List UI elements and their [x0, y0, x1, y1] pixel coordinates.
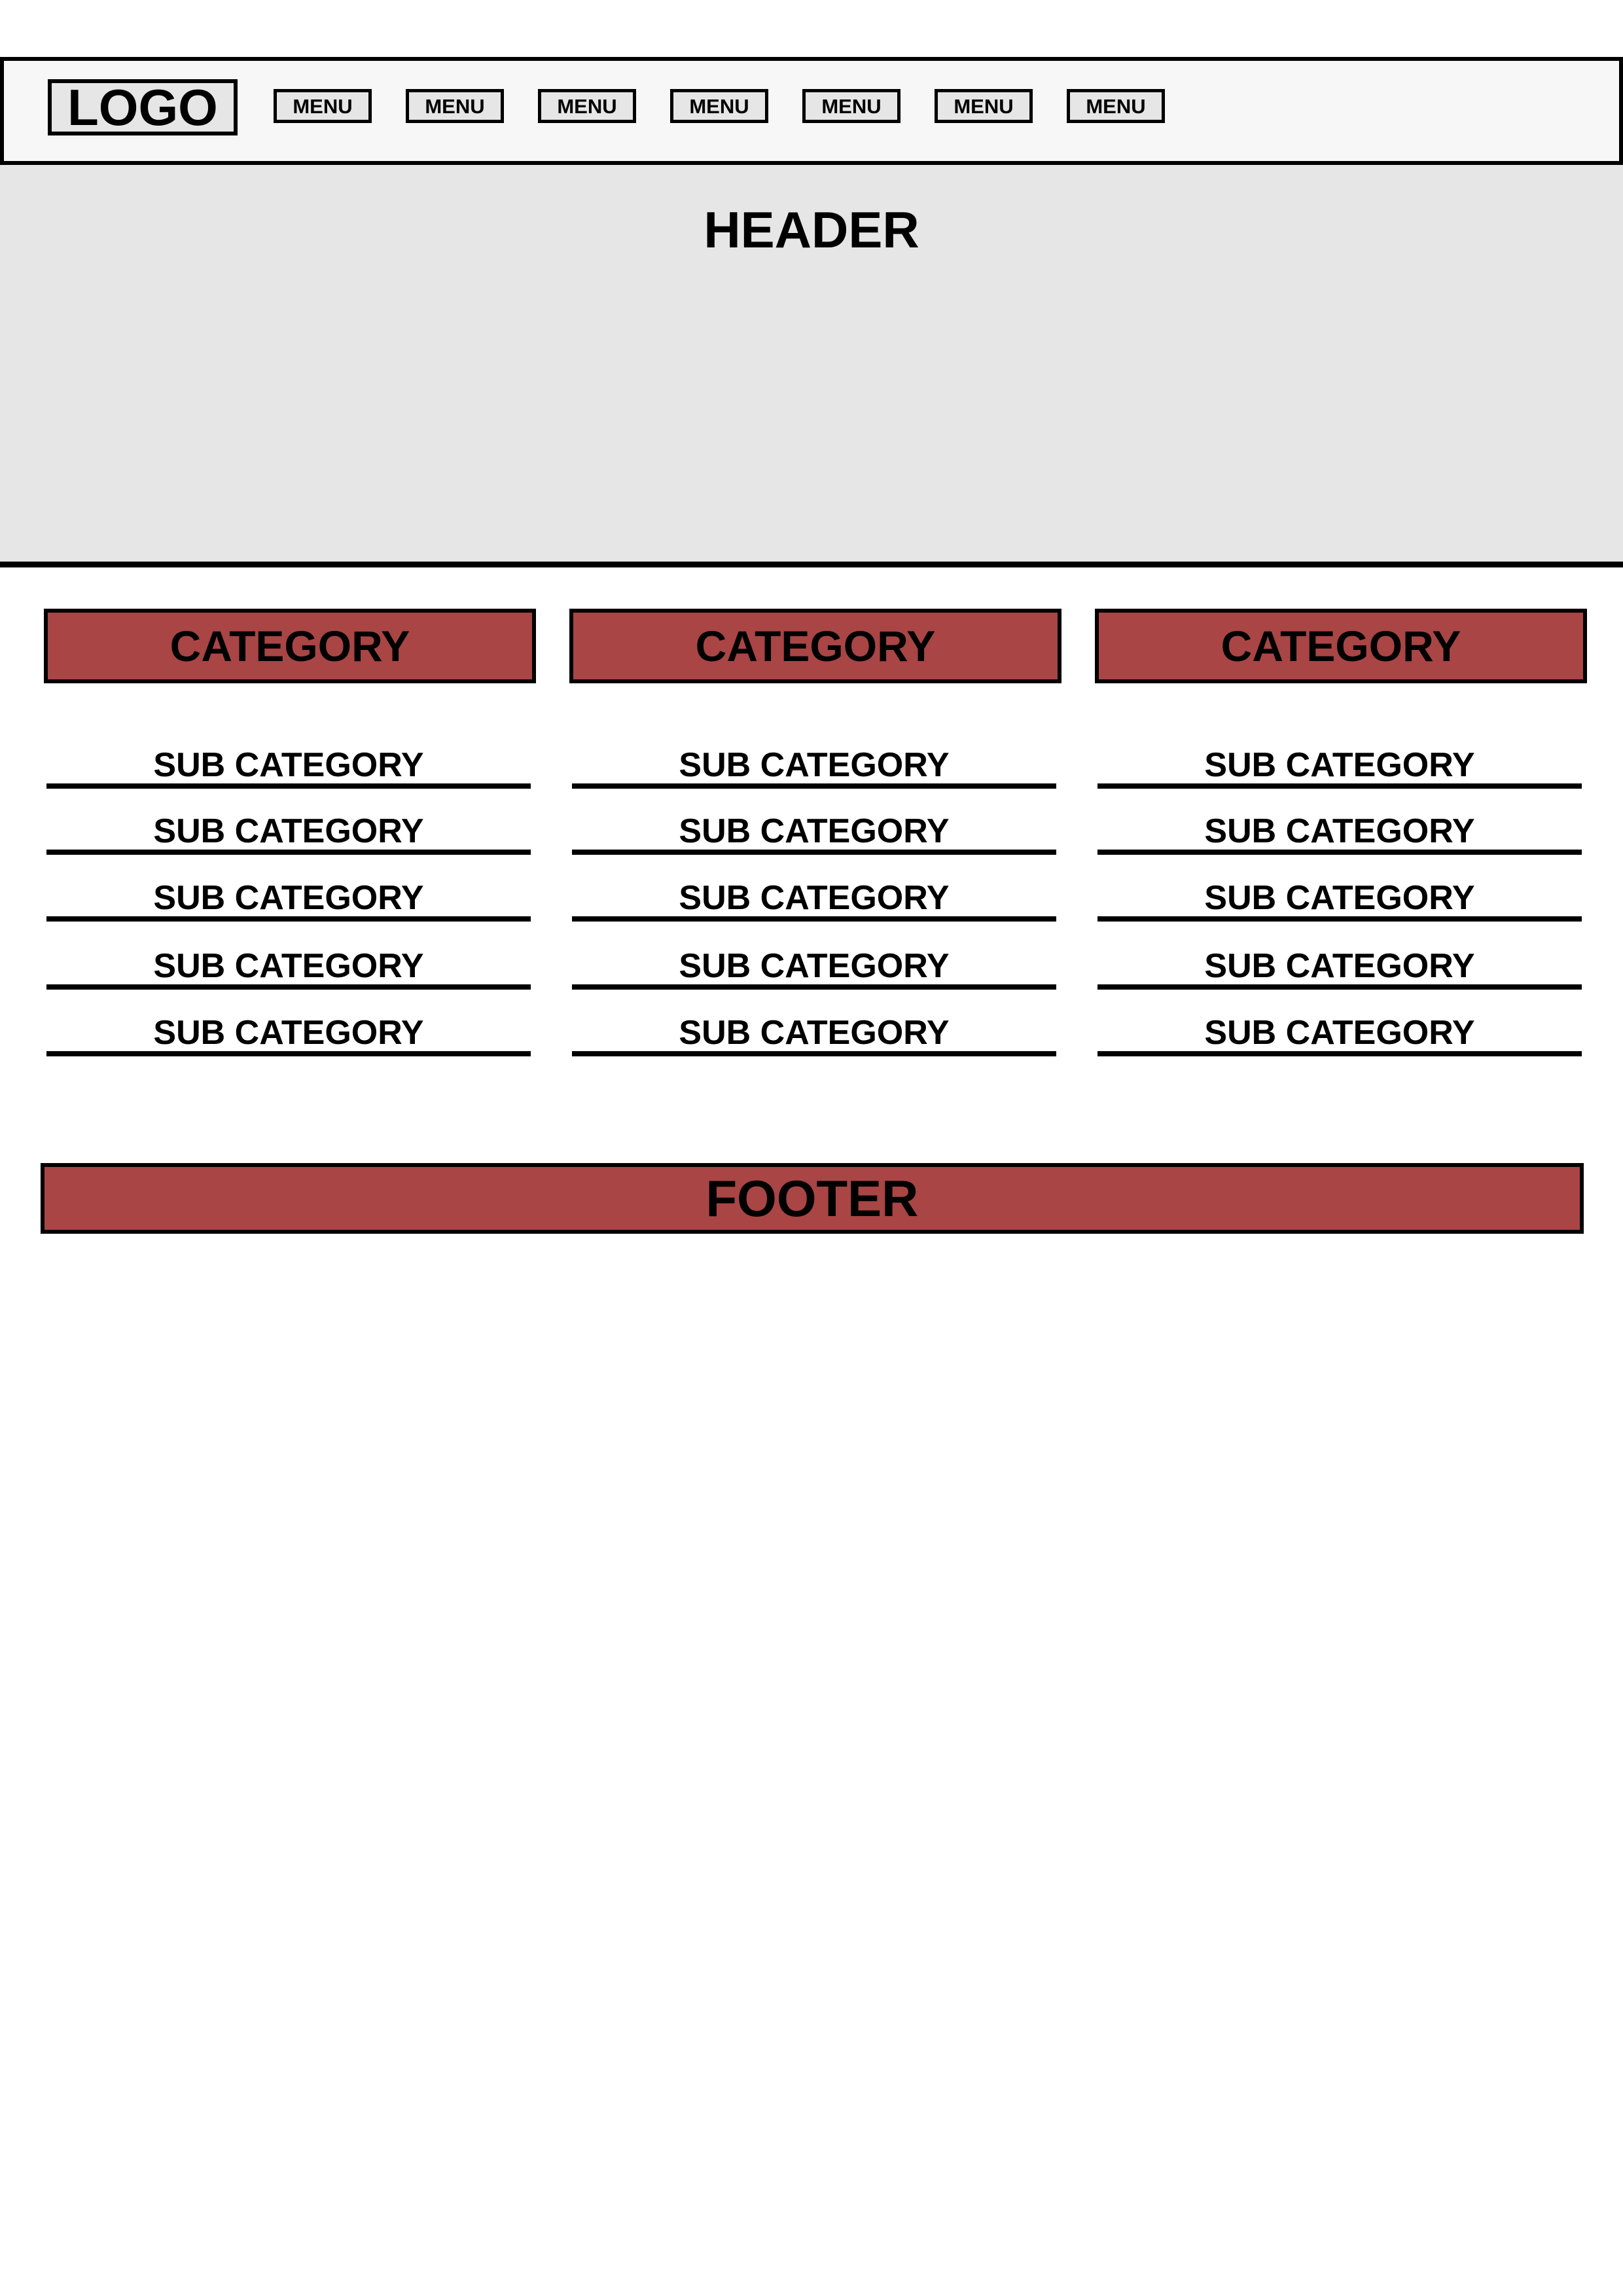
- subcategory-link[interactable]: [572, 735, 1056, 789]
- subcategory-link[interactable]: [46, 868, 531, 922]
- category-column-2: [569, 609, 1061, 1052]
- menu-button-6[interactable]: MENU: [935, 89, 1033, 123]
- header-banner: [0, 165, 1623, 567]
- subcategory-link[interactable]: [46, 735, 531, 789]
- menu-button-5[interactable]: MENU: [802, 89, 901, 123]
- subcategory-label: SUB CATEGORY: [679, 947, 950, 985]
- subcategory-label: SUB CATEGORY: [1204, 812, 1475, 850]
- category-label: CATEGORY: [169, 622, 410, 670]
- subcategory-label: SUB CATEGORY: [679, 746, 950, 784]
- category-bar[interactable]: [569, 609, 1061, 683]
- subcategory-link[interactable]: [572, 868, 1056, 922]
- header-title: HEADER: [704, 201, 919, 259]
- subcategory-label: SUB CATEGORY: [153, 879, 424, 917]
- subcategory-link[interactable]: [572, 1003, 1056, 1056]
- subcategory-label: SUB CATEGORY: [153, 947, 424, 985]
- subcategory-label: SUB CATEGORY: [679, 812, 950, 850]
- subcategory-link[interactable]: [1097, 735, 1582, 789]
- subcategory-link[interactable]: [46, 936, 531, 990]
- category-label: CATEGORY: [695, 622, 936, 670]
- category-bar[interactable]: [1095, 609, 1587, 683]
- subcategory-label: SUB CATEGORY: [1204, 746, 1475, 784]
- subcategory-link[interactable]: [572, 936, 1056, 990]
- subcategory-link[interactable]: [1097, 868, 1582, 922]
- subcategory-link[interactable]: [1097, 936, 1582, 990]
- subcategory-label: SUB CATEGORY: [1204, 1014, 1475, 1052]
- menu-button-4[interactable]: MENU: [670, 89, 768, 123]
- category-column-1: [44, 609, 536, 1052]
- footer-bar: FOOTER: [41, 1163, 1584, 1234]
- subcategory-link[interactable]: [1097, 1003, 1582, 1056]
- menu-button-1[interactable]: MENU: [274, 89, 372, 123]
- subcategory-label: SUB CATEGORY: [679, 879, 950, 917]
- subcategory-label: SUB CATEGORY: [1204, 879, 1475, 917]
- menu-button-2[interactable]: MENU: [406, 89, 504, 123]
- top-navbar: [0, 57, 1623, 165]
- subcategory-label: SUB CATEGORY: [153, 746, 424, 784]
- subcategory-link[interactable]: [1097, 801, 1582, 855]
- logo[interactable]: LOGO: [48, 79, 238, 135]
- menu-button-7[interactable]: MENU: [1067, 89, 1165, 123]
- category-label: CATEGORY: [1221, 622, 1461, 670]
- category-column-3: [1095, 609, 1587, 1052]
- subcategory-label: SUB CATEGORY: [679, 1014, 950, 1052]
- subcategory-label: SUB CATEGORY: [153, 812, 424, 850]
- subcategory-link[interactable]: [46, 801, 531, 855]
- subcategory-link[interactable]: [46, 1003, 531, 1056]
- category-bar[interactable]: [44, 609, 536, 683]
- menu-button-3[interactable]: MENU: [538, 89, 636, 123]
- subcategory-label: SUB CATEGORY: [1204, 947, 1475, 985]
- subcategory-label: SUB CATEGORY: [153, 1014, 424, 1052]
- subcategory-link[interactable]: [572, 801, 1056, 855]
